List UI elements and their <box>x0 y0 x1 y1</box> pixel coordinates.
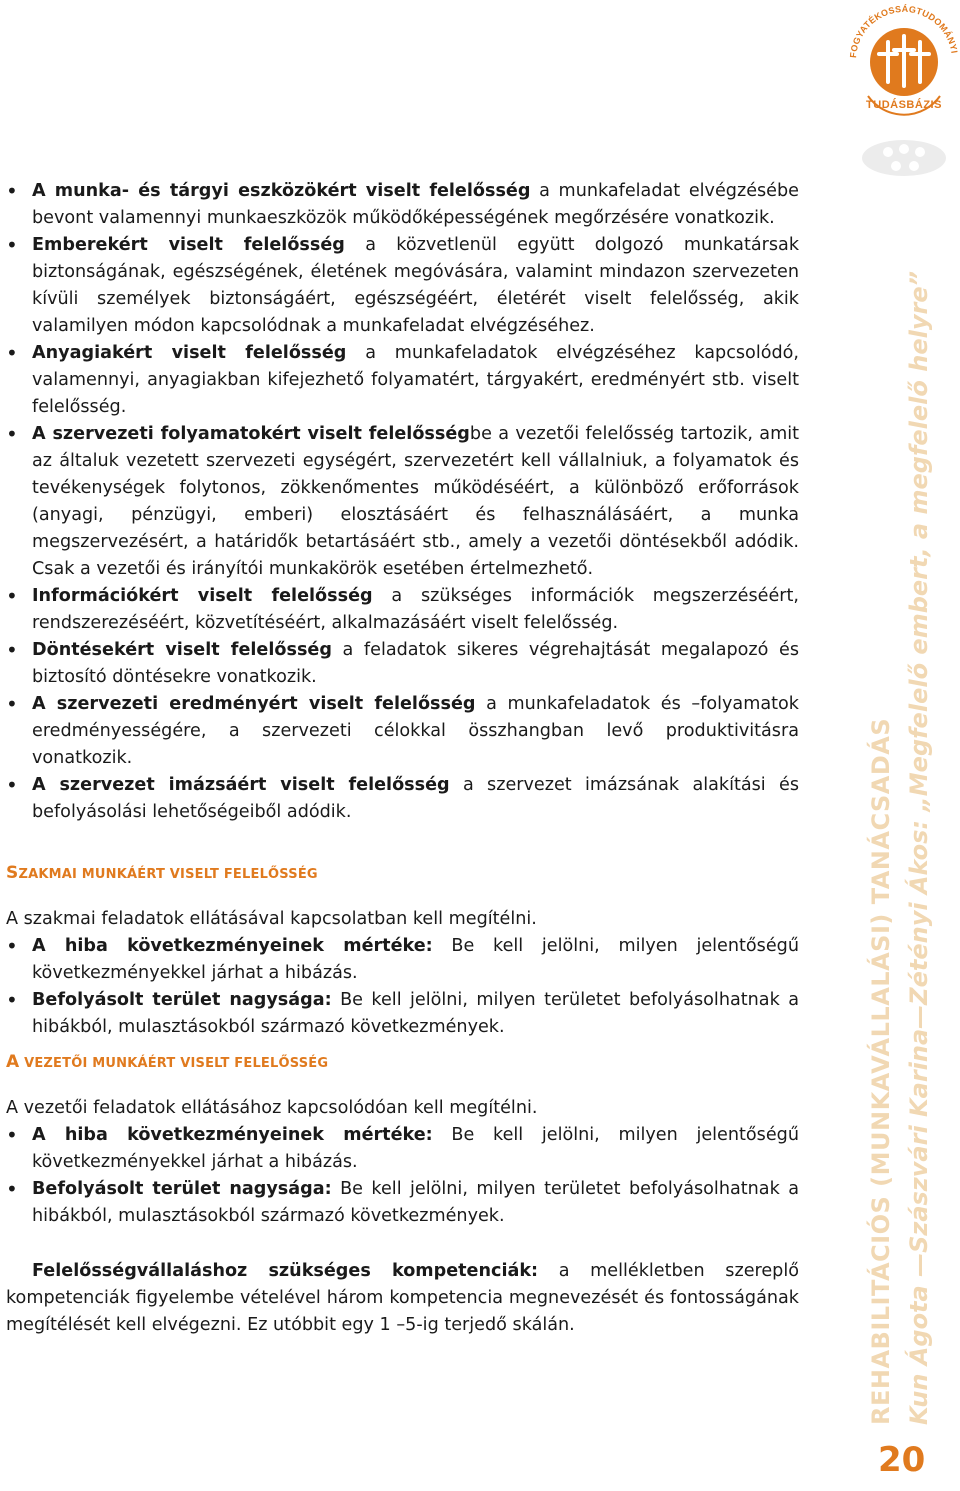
list-item <box>6 232 799 340</box>
item-text: be a vezetői felelősség tartozik, amit az általuk vezetett szervezeti egységért, szervezetért kell vállalniuk, a folyamatok és tevékenységek folytonos, zökkenőmentes működéséért, a különböző erőforrások (anyagi, pénzügyi, emberi) elosztásáért és felhasználásáért, a munka megszervezésért, a határidők betartásáért stb., amely a vezetői döntésekből adódik. Csak a vezetői és irányítói munkakörök esetében értelmezhető. <box>32 424 800 579</box>
szakmai-list <box>6 933 799 1041</box>
item-term: Befolyásolt terület nagysága: <box>32 1179 332 1199</box>
list-item <box>6 583 799 637</box>
item-term: A szervezet imázsáért viselt felelősség <box>32 775 450 795</box>
item-text: a közvetlenül együtt dolgozó munkatársak biztonságának, egészségének, életének megóvására, valamint mindazon szervezeten kívüli személyek biztonságáért, egészségéért, életérét viselt felelősség, akik valamilyen módon kapcsolódnak a munkafeladat elvégzéséhez. <box>32 235 800 336</box>
list-item <box>6 933 799 987</box>
item-term: Döntésekért viselt felelősség <box>32 640 332 660</box>
responsibility-list <box>6 178 799 826</box>
item-term: Emberekért viselt felelősség <box>32 235 345 255</box>
item-term: A munka- és tárgyi eszközökért viselt felelősség <box>32 181 531 201</box>
competency-text: a mellékletben szereplő kompetenciák figyelembe vételével három kompetencia megnevezését és fontosságának megítélését kell elvégezni. Ez utóbbit egy 1 –5-ig terjedő skálán. <box>6 1261 800 1335</box>
item-text: Be kell jelölni, milyen jelentőségű következményekkel járhat a hibázás. <box>32 936 799 983</box>
section-intro: A vezetői feladatok ellátásához kapcsolódóan kell megítélni. <box>6 1098 538 1118</box>
vezetoi-list <box>6 1122 799 1230</box>
item-text: a munkafeladatok elvégzéséhez kapcsolódó, valamennyi, anyagiakban kifejezhető folyamatért, tárgyakért, eredményért stb. viselt felelősség. <box>32 343 799 417</box>
sidebar-title: REHABILITÁCIÓS (MUNKAVÁLLALÁSI) TANÁCSADÁS <box>867 717 895 1425</box>
item-text: a szervezet imázsának alakítási és befolyásolási lehetőségeiből adódik. <box>32 775 800 822</box>
sidebar-authors: Kun Ágota —Szászvári Karina—Zétényi Ákos: „Megfelelő embert, a megfelelő helyre” <box>905 270 933 1425</box>
section-intro: A szakmai feladatok ellátásával kapcsolatban kell megítélni. <box>6 909 537 929</box>
logo-arc-text: FOGYATÉKOSSÁGTUDOMÁNYI <box>848 3 960 59</box>
section-heading-szakmai <box>6 860 799 888</box>
list-item <box>6 1122 799 1176</box>
item-term: Befolyásolt terület nagysága: <box>32 990 332 1010</box>
list-item <box>6 340 799 421</box>
logo-sub-text: TUDÁSBÁZIS <box>866 99 942 111</box>
heading-rest: ZAKMAI MUNKÁÉRT VISELT FELELŐSSÉG <box>18 867 318 882</box>
item-text: a szükséges információk megszerzéséért, rendszerezéséért, közvetítéséért, alkalmazásáért viselt felelősség. <box>32 586 799 633</box>
page-number: 20 <box>878 1440 926 1480</box>
item-text: Be kell jelölni, milyen területet befolyásolhatnak a hibákból, mulasztásokból származó következmények. <box>32 1179 799 1226</box>
main-content <box>6 178 799 1339</box>
competency-paragraph <box>6 1258 799 1339</box>
list-item <box>6 637 799 691</box>
heading-initial: A <box>6 1052 20 1072</box>
item-text: a munkafeladatok és –folyamatok eredményességére, a szervezeti célokkal összhangban levő produktivitásra vonatkozik. <box>32 694 799 768</box>
list-item <box>6 772 799 826</box>
item-text: Be kell jelölni, milyen jelentőségű következményekkel járhat a hibázás. <box>32 1125 799 1172</box>
list-item <box>6 691 799 772</box>
item-term: A szervezeti eredményért viselt felelősség <box>32 694 476 714</box>
item-text: a feladatok sikeres végrehajtását megalapozó és biztosító döntésekre vonatkozik. <box>32 640 799 687</box>
list-item <box>6 178 799 232</box>
heading-rest: VEZETŐI MUNKÁÉRT VISELT FELELŐSSÉG <box>19 1056 329 1071</box>
list-item <box>6 987 799 1041</box>
item-term: Információkért viselt felelősség <box>32 586 373 606</box>
item-text: a munkafeladat elvégzésébe bevont valamennyi munkaeszközök működőképességének megőrzésére vonatkozik. <box>32 181 799 228</box>
logo-graphic <box>848 0 960 188</box>
item-text: Be kell jelölni, milyen területet befolyásolhatnak a hibákból, mulasztásokból származó következmények. <box>32 990 799 1037</box>
item-term: A hiba következményeinek mértéke: <box>32 936 433 956</box>
competency-term: Felelősségvállaláshoz szükséges kompetenciák: <box>32 1261 539 1281</box>
list-item <box>6 421 799 583</box>
item-term: A hiba következményeinek mértéke: <box>32 1125 433 1145</box>
item-term: A szervezeti folyamatokért viselt felelősség <box>32 424 470 444</box>
heading-initial: S <box>6 863 19 883</box>
section-heading-vezetoi <box>6 1049 799 1077</box>
list-item <box>6 1176 799 1230</box>
tudasbazis-logo <box>848 0 960 188</box>
item-term: Anyagiakért viselt felelősség <box>32 343 347 363</box>
